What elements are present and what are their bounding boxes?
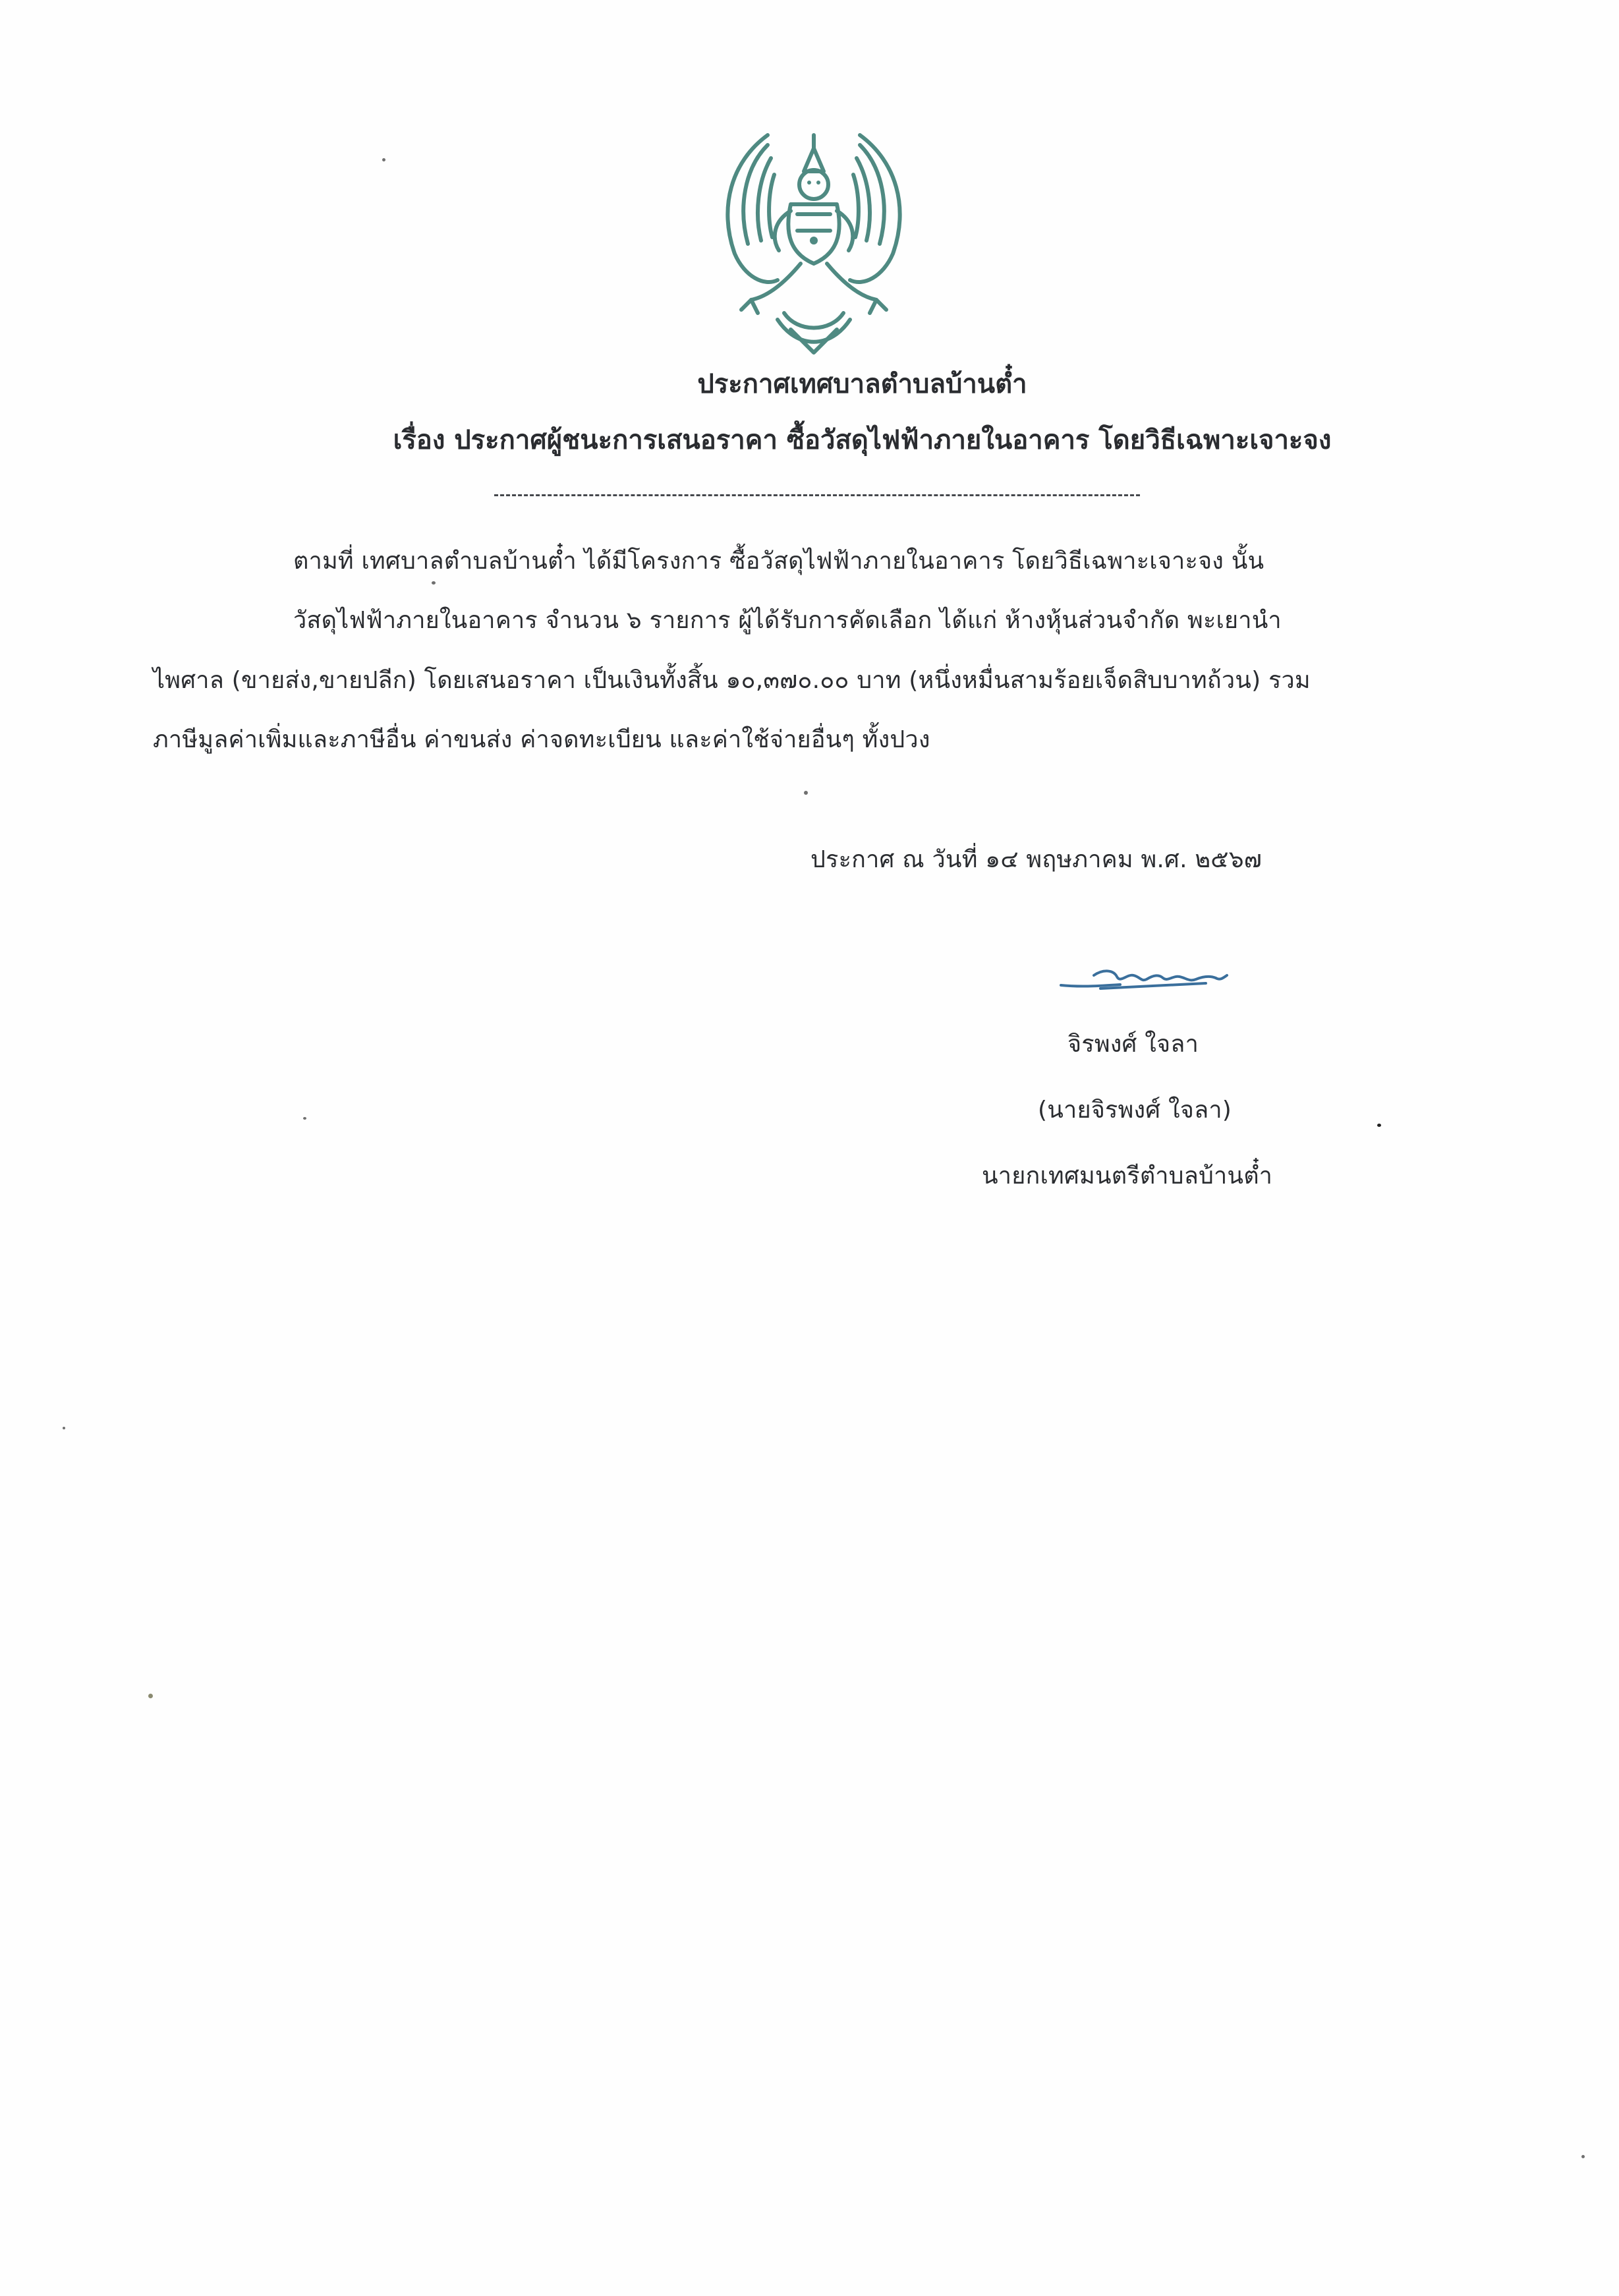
scan-speck bbox=[1377, 1124, 1381, 1127]
body-line-1: ตามที่ เทศบาลตำบลบ้านต๋ำ ได้มีโครงการ ซื้อวัสดุไฟฟ้าภายในอาคาร โดยวิธีเฉพาะเจาะจง นั้น bbox=[293, 548, 1264, 575]
announcement-subject: เรื่อง ประกาศผู้ชนะการเสนอราคา ซื้อวัสดุไฟฟ้าภายในอาคาร โดยวิธีเฉพาะเจาะจง bbox=[393, 425, 1332, 455]
body-line-3: ไพศาล (ขายส่ง,ขายปลีก) โดยเสนอราคา เป็นเงินทั้งสิ้น ๑๐,๓๗๐.๐๐ บาท (หนึ่งหมื่นสามร้อยเจ็ดสิบบาทถ้วน) รวม bbox=[153, 667, 1311, 694]
body-line-2: วัสดุไฟฟ้าภายในอาคาร จำนวน ๖ รายการ ผู้ได้รับการคัดเลือก ได้แก่ ห้างหุ้นส่วนจำกัด พะเยานำ bbox=[293, 607, 1282, 634]
signatory-full-name: (นายจิรพงศ์ ใจลา) bbox=[1038, 1097, 1232, 1124]
scan-speck bbox=[303, 1117, 306, 1120]
scan-speck bbox=[382, 158, 385, 161]
body-line-4: ภาษีมูลค่าเพิ่มและภาษีอื่น ค่าขนส่ง ค่าจดทะเบียน และค่าใช้จ่ายอื่นๆ ทั้งปวง bbox=[153, 726, 930, 753]
signatory-position: นายกเทศมนตรีตำบลบ้านต๋ำ bbox=[982, 1162, 1273, 1190]
handwritten-signature-icon bbox=[1054, 956, 1232, 1002]
scan-speck bbox=[63, 1427, 65, 1429]
signatory-name: จิรพงศ์ ใจลา bbox=[1067, 1031, 1199, 1058]
scan-speck bbox=[148, 1694, 153, 1698]
scan-speck bbox=[1581, 2155, 1585, 2158]
scan-speck bbox=[432, 581, 436, 585]
scan-speck bbox=[804, 791, 808, 795]
garuda-emblem-icon bbox=[705, 122, 923, 359]
announcement-date: ประกาศ ณ วันที่ ๑๔ พฤษภาคม พ.ศ. ๒๕๖๗ bbox=[810, 846, 1263, 873]
announcement-title: ประกาศเทศบาลตำบลบ้านต๋ำ bbox=[697, 369, 1027, 399]
title-separator bbox=[494, 494, 1140, 496]
